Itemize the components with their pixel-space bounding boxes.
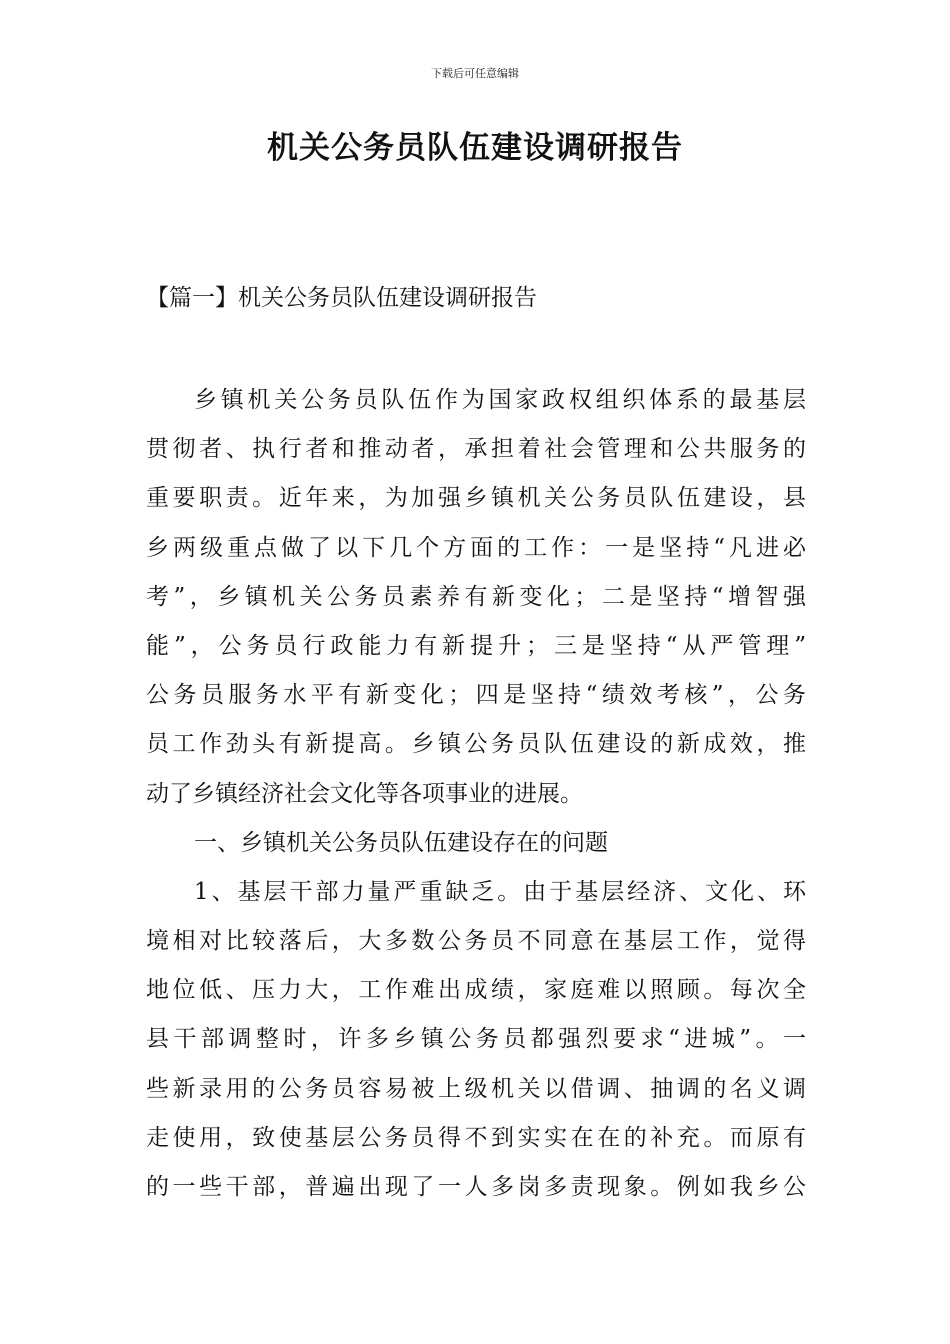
paragraph-line: 员工作劲头有新提高。乡镇公务员队伍建设的新成效，推	[146, 731, 806, 758]
subheading-line: 一、乡镇机关公务员队伍建设存在的问题	[194, 829, 608, 856]
section-heading: 【篇一】机关公务员队伍建设调研报告	[146, 285, 537, 311]
paragraph-line: 乡镇机关公务员队伍作为国家政权组织体系的最基层	[194, 387, 806, 413]
paragraph-line: 境相对比较落后，大多数公务员不同意在基层工作，觉得	[146, 928, 806, 955]
paragraph-line: 重要职责。近年来，为加强乡镇机关公务员队伍建设，县	[146, 485, 806, 512]
paragraph-line: 乡两级重点做了以下几个方面的工作：一是坚持“凡进必	[146, 534, 806, 561]
paragraph-line: 1、基层干部力量严重缺乏。由于基层经济、文化、环	[194, 878, 806, 905]
paragraph-line: 贯彻者、执行者和推动者，承担着社会管理和公共服务的	[146, 436, 806, 463]
paragraph-line: 的一些干部，普遍出现了一人多岗多责现象。例如我乡公	[146, 1174, 806, 1200]
body-text	[146, 376, 806, 1212]
paragraph-line: 动了乡镇经济社会文化等各项事业的进展。	[146, 780, 583, 807]
paragraph-line: 能”，公务员行政能力有新提升；三是坚持“从严管理”	[146, 632, 806, 659]
paragraph-line: 走使用，致使基层公务员得不到实实在在的补充。而原有	[146, 1124, 806, 1151]
paragraph-line: 考”，乡镇机关公务员素养有新变化；二是坚持“增智强	[146, 583, 806, 610]
paragraph-line: 县干部调整时，许多乡镇公务员都强烈要求“进城”。一	[146, 1026, 806, 1053]
paragraph-line: 公务员服务水平有新变化；四是坚持“绩效考核”，公务	[146, 682, 806, 709]
document-title: 机关公务员队伍建设调研报告	[267, 130, 683, 166]
paragraph-line: 地位低、压力大，工作难出成绩，家庭难以照顾。每次全	[146, 977, 806, 1004]
paragraph-line: 些新录用的公务员容易被上级机关以借调、抽调的名义调	[146, 1075, 806, 1102]
header-note: 下载后可任意编辑	[431, 67, 519, 80]
